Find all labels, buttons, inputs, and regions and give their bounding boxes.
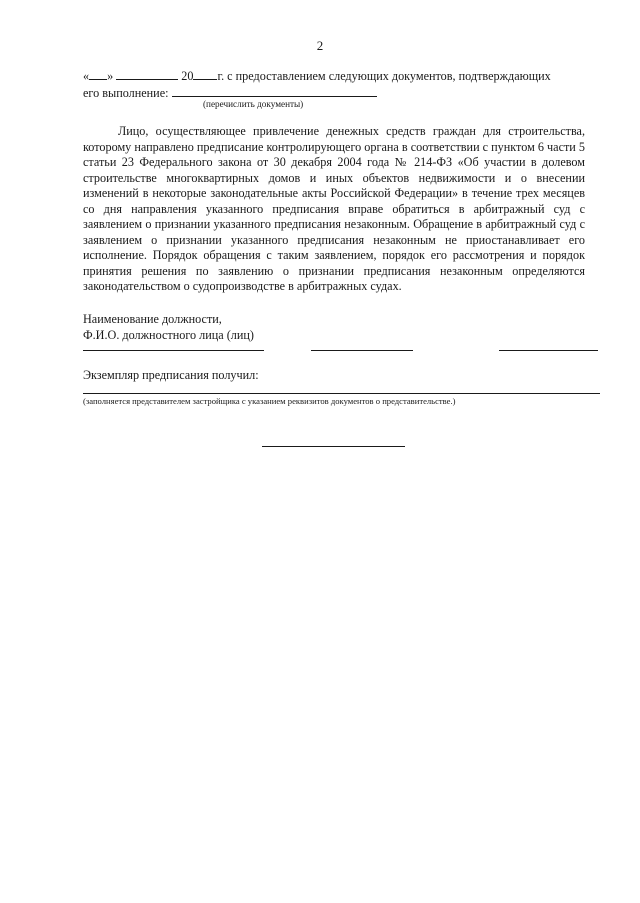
main-paragraph: Лицо, осуществляющее привлечение денежных средств граждан для строительства, которому направлено предписание контролирующего органа в соответствии с пунктом 6 части 5 статьи 23 Федерального закона от 30 декабря 2004 года № 214-ФЗ «Об участии в долевом строительстве многоквартирных домов и иных объектов недвижимости и о внесении изменений в некоторые законодательные акты Российской Федерации» в течение трех месяцев со дня направления указанного предписания вправе обратиться в арбитражный суд с заявлением о признании указанного предписания незаконным. Обращение в арбитражный суд с заявлением о признании указанного предписания незаконным не приостанавливает его исполнение. Порядок обращения с таким заявлением, порядок его рассмотрения и порядок принятия решения по заявлению о признании предписания незаконным определяются законодательством о судопроизводстве в арбитражных судах. <box>83 124 585 293</box>
documents-blank <box>172 85 377 97</box>
signature-line <box>311 350 413 351</box>
open-quote: « <box>83 69 90 83</box>
date-line <box>83 68 600 84</box>
receipt-label: Экземпляр предписания получил: <box>83 368 259 382</box>
page-number: 2 <box>316 38 324 53</box>
year-prefix: 20 <box>181 69 194 83</box>
receipt-caption: (заполняется представителем застройщика с указанием реквизитов документов о представительстве.) <box>83 396 456 406</box>
year-blank <box>193 68 217 80</box>
name-signature-line <box>499 350 598 351</box>
position-label: Наименование должности, <box>83 312 222 326</box>
month-blank <box>116 68 178 80</box>
end-divider <box>262 446 405 447</box>
receipt-line <box>83 393 600 394</box>
documents-caption: (перечислить документы) <box>203 99 304 109</box>
day-blank <box>89 68 107 80</box>
position-signature-line <box>83 350 264 351</box>
date-line-text: г. с предоставлением следующих документов, подтверждающих <box>217 69 551 83</box>
execution-line-text: его выполнение: <box>83 86 169 100</box>
official-name-label: Ф.И.О. должностного лица (лиц) <box>83 328 254 342</box>
close-quote: » <box>107 69 114 83</box>
